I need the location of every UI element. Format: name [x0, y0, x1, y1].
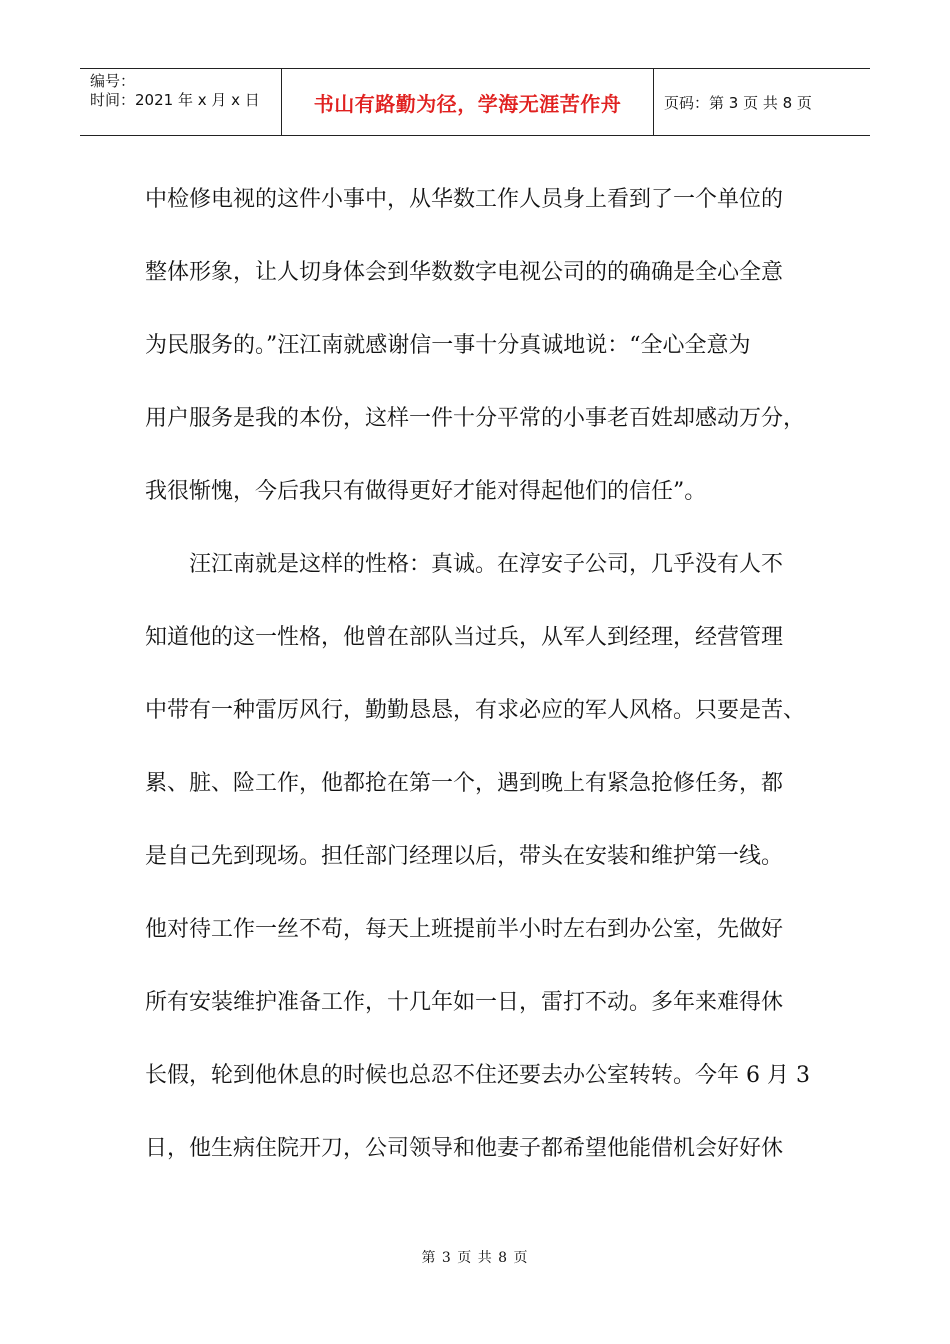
header-meta-cell — [80, 69, 282, 135]
document-body — [145, 163, 825, 1185]
doc-number-label: 编号： — [90, 72, 136, 90]
body-line-paragraph-start: 汪江南就是这样的性格：真诚。在淳安子公司，几乎没有人不 — [189, 552, 784, 577]
header-page-cell — [654, 69, 870, 135]
body-line: 整体形象，让人切身体会到华数数字电视公司的的确确是全心全意 — [145, 260, 784, 285]
page-header — [80, 68, 870, 136]
body-line: 中带有一种雷厉风行，勤勤恳恳，有求必应的军人风格。只要是苦、 — [145, 698, 806, 723]
body-line: 所有安装维护准备工作，十几年如一日，雷打不动。多年来难得休 — [145, 990, 784, 1015]
body-line: 他对待工作一丝不苟，每天上班提前半小时左右到办公室，先做好 — [145, 917, 784, 942]
body-line: 用户服务是我的本份，这样一件十分平常的小事老百姓却感动万分， — [145, 406, 806, 431]
body-line: 长假，轮到他休息的时候也总忍不住还要去办公室转转。今年 6 月 3 — [145, 1063, 810, 1088]
body-line: 累、脏、险工作，他都抢在第一个，遇到晚上有紧急抢修任务，都 — [145, 771, 784, 796]
body-line: 是自己先到现场。担任部门经理以后，带头在安装和维护第一线。 — [145, 844, 784, 869]
body-line: 中检修电视的这件小事中，从华数工作人员身上看到了一个单位的 — [145, 187, 784, 212]
header-motto-cell — [282, 69, 654, 135]
body-line: 为民服务的。”汪江南就感谢信一事十分真诚地说：“全心全意为 — [145, 333, 751, 358]
body-line: 我很惭愧，今后我只有做得更好才能对得起他们的信任”。 — [145, 479, 707, 504]
body-line: 日，他生病住院开刀，公司领导和他妻子都希望他能借机会好好休 — [145, 1136, 784, 1161]
header-page-code: 页码：第 3 页 共 8 页 — [664, 93, 812, 112]
header-motto: 书山有路勤为径，学海无涯苦作舟 — [313, 91, 622, 116]
body-line: 知道他的这一性格，他曾在部队当过兵，从军人到经理，经营管理 — [145, 625, 784, 650]
doc-date: 时间：2021 年 x 月 x 日 — [90, 91, 260, 109]
page-footer: 第 3 页 共 8 页 — [421, 1250, 529, 1266]
